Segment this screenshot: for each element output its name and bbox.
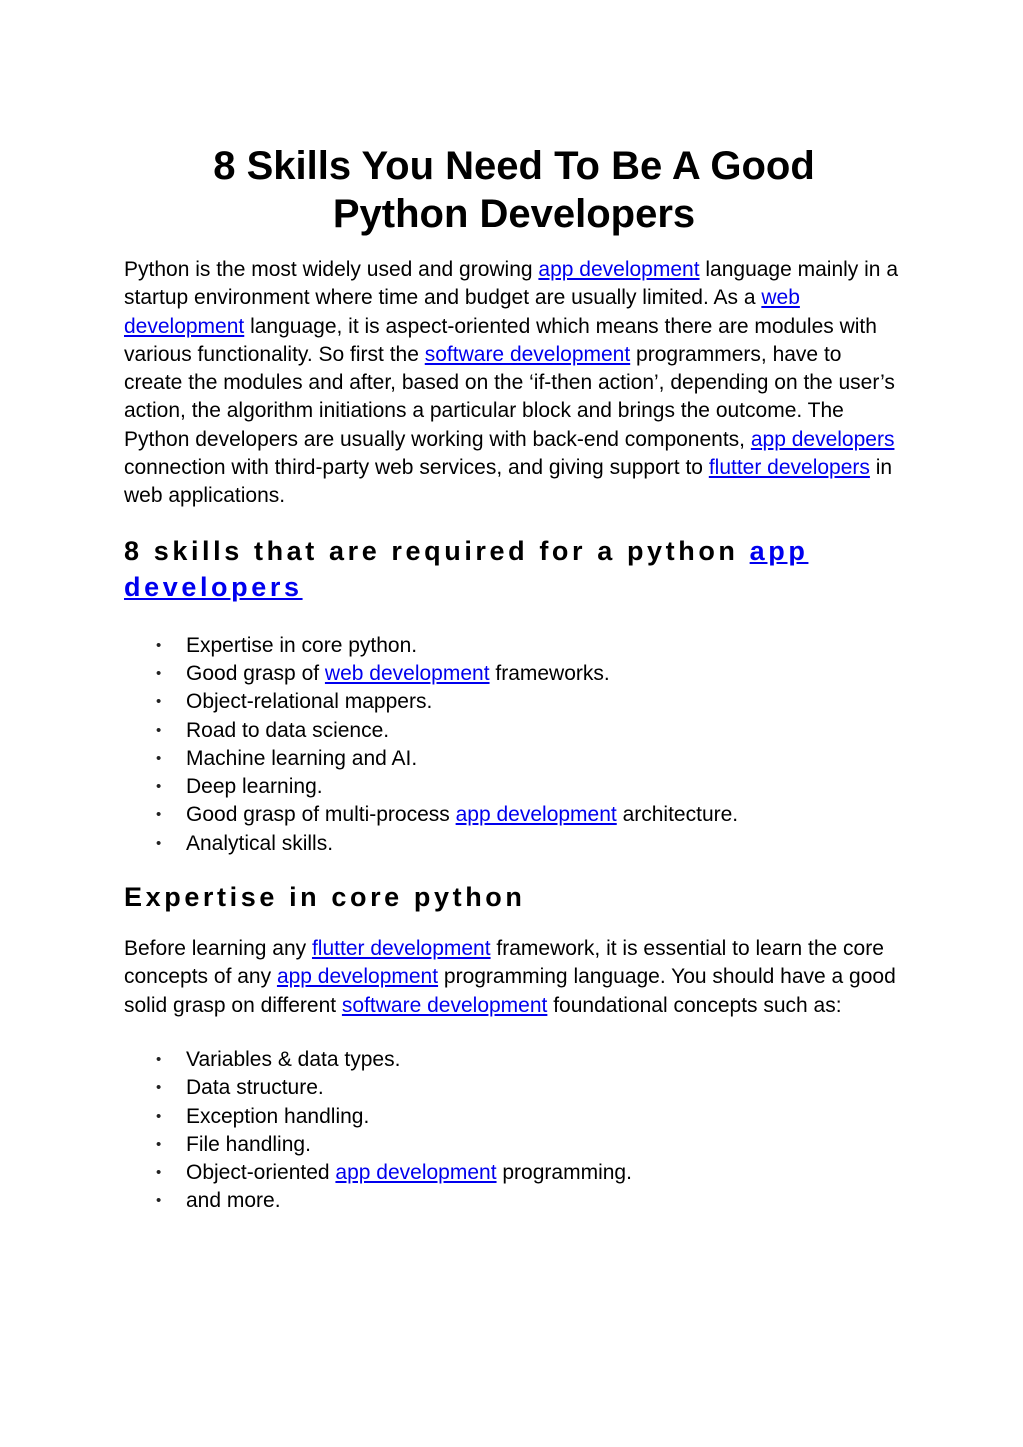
- list-item-text: Road to data science.: [186, 718, 390, 742]
- intro-text-5: connection with third-party web services, and giving support to: [124, 456, 709, 480]
- list-item: [156, 1074, 904, 1102]
- web-development-link[interactable]: web development: [324, 661, 490, 685]
- para-text-3: programming language. You should have a good solid grasp on different: [124, 965, 896, 1017]
- intro-text-2: language mainly in a startup environment where time and budget are usually limited. As a: [124, 258, 898, 310]
- bullet-icon: •: [156, 1107, 162, 1125]
- para-text-1: Before learning any: [124, 937, 312, 961]
- intro-paragraph: [124, 256, 904, 511]
- list-item-text: Machine learning and AI.: [186, 746, 418, 770]
- bullet-icon: •: [156, 778, 162, 796]
- bullet-icon: •: [156, 834, 162, 852]
- list-item-text: Analytical skills.: [186, 831, 334, 855]
- bullet-icon: •: [156, 664, 162, 682]
- bullet-icon: •: [156, 636, 162, 654]
- app-development-link[interactable]: app development: [276, 965, 439, 989]
- para-text-4: foundational concepts such as:: [547, 993, 842, 1017]
- list-item-text: Deep learning.: [186, 775, 323, 799]
- list-item-text: File handling.: [186, 1132, 311, 1156]
- list-item-text: and more.: [186, 1189, 281, 1213]
- app-development-link[interactable]: app development: [335, 1161, 497, 1185]
- list-item: [156, 773, 904, 801]
- list-item: [156, 717, 904, 745]
- list-item: [156, 660, 904, 688]
- bullet-icon: •: [156, 749, 162, 767]
- core-python-paragraph: [124, 935, 904, 1020]
- flutter-development-link[interactable]: flutter development: [311, 937, 491, 961]
- software-development-link[interactable]: software development: [424, 342, 631, 366]
- flutter-developers-link[interactable]: flutter developers: [708, 456, 870, 480]
- web-development-link[interactable]: web development: [124, 286, 800, 338]
- bullet-icon: •: [156, 721, 162, 739]
- bullet-icon: •: [156, 1079, 162, 1097]
- bullet-icon: •: [156, 693, 162, 711]
- intro-text-6: in web applications.: [124, 456, 893, 508]
- bullet-icon: •: [156, 806, 162, 824]
- page-title-line-1: 8 Skills You Need To Be A Good: [213, 144, 815, 188]
- para-text-2: framework, it is essential to learn the core concepts of any: [124, 937, 884, 989]
- bullet-icon: •: [156, 1164, 162, 1182]
- list-item-text: Data structure.: [186, 1076, 324, 1100]
- list-item-text: Variables & data types.: [186, 1047, 401, 1071]
- bullet-icon: •: [156, 1192, 162, 1210]
- software-development-link[interactable]: software development: [341, 993, 548, 1017]
- list-item-text: frameworks.: [489, 661, 610, 685]
- list-item-text: Exception handling.: [186, 1104, 370, 1128]
- intro-text-3: language, it is aspect-oriented which means there are modules with various functionality. So first the: [124, 314, 877, 366]
- bullet-icon: •: [156, 1050, 162, 1068]
- skills-heading-text: 8 skills that are required for a python: [124, 535, 750, 566]
- list-item: [156, 1046, 904, 1074]
- list-item-text: Good grasp of: [186, 661, 325, 685]
- list-item: [156, 745, 904, 773]
- core-concepts-list: [124, 1046, 904, 1216]
- list-item: [156, 830, 904, 858]
- page-title: [124, 142, 904, 238]
- list-item: [156, 1103, 904, 1131]
- core-python-heading: Expertise in core python: [124, 882, 526, 913]
- app-developers-link[interactable]: app developers: [750, 427, 895, 451]
- list-item: [156, 1131, 904, 1159]
- list-item-text: Good grasp of multi-process: [186, 803, 456, 827]
- list-item-text: programming.: [496, 1161, 632, 1185]
- skills-heading: [124, 533, 904, 605]
- list-item: [156, 801, 904, 829]
- intro-text-1: Python is the most widely used and growing: [124, 258, 539, 281]
- skills-list: [124, 632, 904, 858]
- app-development-link[interactable]: app development: [538, 258, 700, 281]
- page-title-line-2: Python Developers: [332, 192, 696, 236]
- list-item: [156, 688, 904, 716]
- intro-text-4: programmers, have to create the modules and after, based on the ‘if-then action’, depending on the user’s action, the algorithm initiations a particular block and brings the outcome. The Python developers are usually working with back-end components,: [124, 342, 895, 451]
- skills-heading-link[interactable]: app developers: [124, 535, 809, 602]
- list-item: [156, 1187, 904, 1215]
- list-item-text: Object-relational mappers.: [186, 690, 433, 714]
- list-item-text: architecture.: [616, 803, 739, 827]
- list-item: [156, 1159, 904, 1187]
- document-page: [124, 142, 904, 1216]
- app-development-link[interactable]: app development: [455, 803, 617, 827]
- list-item: [156, 632, 904, 660]
- list-item-text: Expertise in core python.: [186, 633, 418, 657]
- list-item-text: Object-oriented: [186, 1161, 336, 1185]
- bullet-icon: •: [156, 1135, 162, 1153]
